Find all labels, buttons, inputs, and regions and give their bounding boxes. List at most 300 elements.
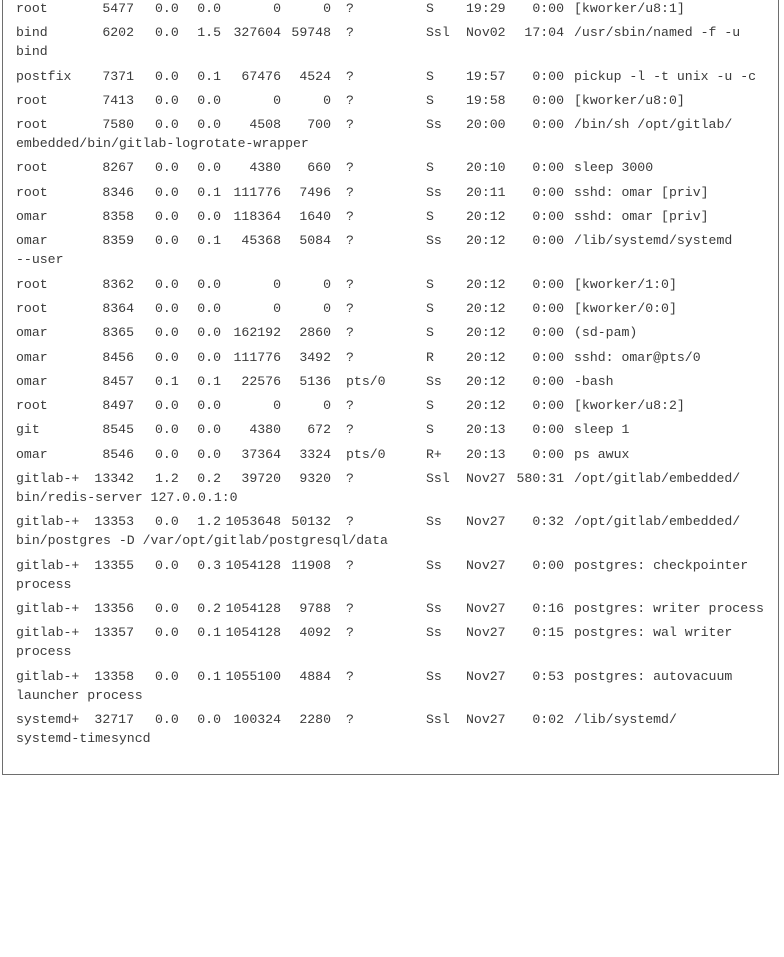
user-cell: gitlab-+	[16, 600, 80, 616]
command-cell: postgres: writer process	[574, 600, 764, 616]
command-cell: [kworker/0:0]	[574, 300, 677, 316]
process-line	[3, 323, 778, 342]
user-cell: root	[16, 160, 48, 176]
cpu-cell: 0.0	[155, 422, 179, 438]
cpu-cell: 0.0	[155, 514, 179, 530]
rss-cell: 3492	[299, 349, 331, 365]
process-line	[3, 91, 778, 110]
start-cell: 19:57	[466, 68, 506, 84]
process-line	[3, 469, 778, 488]
pid-cell: 8497	[102, 398, 134, 414]
vsz-cell: 4508	[249, 117, 281, 133]
start-cell: 20:12	[466, 209, 506, 225]
command-continuation-line	[3, 575, 778, 594]
stat-cell: S	[426, 276, 434, 292]
user-cell: gitlab-+	[16, 668, 80, 684]
mem-cell: 0.0	[197, 160, 221, 176]
process-line	[3, 556, 778, 575]
process-line	[3, 207, 778, 226]
user-cell: omar	[16, 325, 48, 341]
vsz-cell: 37364	[241, 446, 281, 462]
process-line	[3, 445, 778, 464]
command-continuation-line	[3, 686, 778, 705]
pid-cell: 7413	[102, 92, 134, 108]
user-cell: git	[16, 422, 40, 438]
pid-cell: 8545	[102, 422, 134, 438]
stat-cell: S	[426, 92, 434, 108]
vsz-cell: 45368	[241, 233, 281, 249]
cpu-cell: 0.0	[155, 25, 179, 41]
command-cell: /usr/sbin/named -f -u	[574, 25, 741, 41]
vsz-cell: 1054128	[225, 625, 281, 641]
command-continuation: --user	[16, 252, 64, 268]
stat-cell: R	[426, 349, 434, 365]
tty-cell: ?	[346, 349, 354, 365]
pid-cell: 5477	[102, 1, 134, 16]
process-row	[3, 372, 778, 391]
rss-cell: 2280	[299, 711, 331, 727]
rss-cell: 59748	[291, 25, 331, 41]
pid-cell: 8365	[102, 325, 134, 341]
process-line	[3, 667, 778, 686]
command-cell: [kworker/u8:1]	[574, 1, 685, 16]
stat-cell: S	[426, 68, 434, 84]
time-cell: 0:00	[532, 209, 564, 225]
cpu-cell: 0.0	[155, 325, 179, 341]
cpu-cell: 0.0	[155, 398, 179, 414]
start-cell: 20:12	[466, 373, 506, 389]
tty-cell: ?	[346, 471, 354, 487]
mem-cell: 0.0	[197, 422, 221, 438]
cpu-cell: 0.0	[155, 625, 179, 641]
start-cell: Nov27	[466, 668, 506, 684]
rss-cell: 660	[307, 160, 331, 176]
process-row	[3, 183, 778, 202]
pid-cell: 7580	[102, 117, 134, 133]
tty-cell: ?	[346, 668, 354, 684]
pid-cell: 13342	[94, 471, 134, 487]
tty-cell: ?	[346, 92, 354, 108]
mem-cell: 0.1	[197, 625, 221, 641]
mem-cell: 0.1	[197, 68, 221, 84]
start-cell: 20:13	[466, 446, 506, 462]
vsz-cell: 162192	[233, 325, 281, 341]
stat-cell: S	[426, 300, 434, 316]
start-cell: 20:00	[466, 117, 506, 133]
user-cell: omar	[16, 349, 48, 365]
tty-cell: ?	[346, 711, 354, 727]
stat-cell: S	[426, 325, 434, 341]
process-row	[3, 623, 778, 661]
mem-cell: 1.2	[197, 514, 221, 530]
time-cell: 0:53	[532, 668, 564, 684]
mem-cell: 0.0	[197, 300, 221, 316]
command-cell: [kworker/1:0]	[574, 276, 677, 292]
command-cell: sshd: omar [priv]	[574, 209, 709, 225]
mem-cell: 0.2	[197, 600, 221, 616]
command-continuation: systemd-timesyncd	[16, 730, 151, 746]
tty-cell: ?	[346, 276, 354, 292]
command-cell: sshd: omar [priv]	[574, 184, 709, 200]
mem-cell: 0.0	[197, 1, 221, 16]
start-cell: Nov27	[466, 557, 506, 573]
command-continuation: bind	[16, 44, 48, 60]
stat-cell: Ss	[426, 600, 442, 616]
vsz-cell: 67476	[241, 68, 281, 84]
rss-cell: 11908	[291, 557, 331, 573]
stat-cell: Ss	[426, 668, 442, 684]
user-cell: root	[16, 398, 48, 414]
time-cell: 0:15	[532, 625, 564, 641]
process-row	[3, 420, 778, 439]
cpu-cell: 0.0	[155, 68, 179, 84]
tty-cell: pts/0	[346, 446, 386, 462]
process-row	[3, 299, 778, 318]
start-cell: 20:12	[466, 325, 506, 341]
time-cell: 0:00	[532, 300, 564, 316]
vsz-cell: 1054128	[225, 557, 281, 573]
user-cell: systemd+	[16, 711, 80, 727]
command-cell: /lib/systemd/	[574, 711, 677, 727]
tty-cell: ?	[346, 325, 354, 341]
process-row	[3, 556, 778, 594]
user-cell: bind	[16, 25, 48, 41]
tty-cell: ?	[346, 1, 354, 16]
process-line	[3, 275, 778, 294]
mem-cell: 0.0	[197, 117, 221, 133]
vsz-cell: 111776	[233, 184, 281, 200]
time-cell: 0:02	[532, 711, 564, 727]
process-line	[3, 231, 778, 250]
cpu-cell: 0.0	[155, 557, 179, 573]
user-cell: root	[16, 92, 48, 108]
pid-cell: 13355	[94, 557, 134, 573]
pid-cell: 8358	[102, 209, 134, 225]
pid-cell: 8359	[102, 233, 134, 249]
pid-cell: 7371	[102, 68, 134, 84]
user-cell: root	[16, 1, 48, 16]
command-cell: sleep 3000	[574, 160, 654, 176]
cpu-cell: 0.0	[155, 446, 179, 462]
cpu-cell: 1.2	[155, 471, 179, 487]
command-cell: /bin/sh /opt/gitlab/	[574, 117, 733, 133]
start-cell: Nov27	[466, 600, 506, 616]
rss-cell: 4092	[299, 625, 331, 641]
command-cell: sshd: omar@pts/0	[574, 349, 701, 365]
user-cell: root	[16, 184, 48, 200]
cpu-cell: 0.0	[155, 209, 179, 225]
time-cell: 0:32	[532, 514, 564, 530]
start-cell: 20:12	[466, 233, 506, 249]
start-cell: 20:12	[466, 300, 506, 316]
mem-cell: 0.3	[197, 557, 221, 573]
mem-cell: 0.0	[197, 398, 221, 414]
mem-cell: 0.1	[197, 233, 221, 249]
vsz-cell: 4380	[249, 160, 281, 176]
process-line	[3, 710, 778, 729]
rss-cell: 0	[323, 276, 331, 292]
vsz-cell: 0	[273, 1, 281, 16]
process-row	[3, 469, 778, 507]
process-line	[3, 115, 778, 134]
command-cell: -bash	[574, 373, 614, 389]
stat-cell: S	[426, 422, 434, 438]
process-line	[3, 396, 778, 415]
cpu-cell: 0.0	[155, 276, 179, 292]
command-cell: ps awux	[574, 446, 630, 462]
tty-cell: pts/0	[346, 373, 386, 389]
mem-cell: 0.0	[197, 92, 221, 108]
process-line	[3, 623, 778, 642]
time-cell: 0:00	[532, 117, 564, 133]
vsz-cell: 1053648	[225, 514, 281, 530]
process-row	[3, 512, 778, 550]
time-cell: 0:00	[532, 446, 564, 462]
tty-cell: ?	[346, 68, 354, 84]
pid-cell: 8267	[102, 160, 134, 176]
vsz-cell: 39720	[241, 471, 281, 487]
vsz-cell: 327604	[233, 25, 281, 41]
command-cell: postgres: wal writer	[574, 625, 733, 641]
cpu-cell: 0.0	[155, 300, 179, 316]
process-list	[3, 0, 778, 753]
command-cell: [kworker/u8:2]	[574, 398, 685, 414]
pid-cell: 8346	[102, 184, 134, 200]
command-cell: sleep 1	[574, 422, 630, 438]
tty-cell: ?	[346, 117, 354, 133]
rss-cell: 7496	[299, 184, 331, 200]
pid-cell: 8456	[102, 349, 134, 365]
stat-cell: S	[426, 1, 434, 16]
command-cell: postgres: autovacuum	[574, 668, 733, 684]
process-row	[3, 710, 778, 748]
time-cell: 0:00	[532, 373, 564, 389]
time-cell: 0:00	[532, 325, 564, 341]
command-continuation-line	[3, 531, 778, 550]
mem-cell: 0.0	[197, 325, 221, 341]
stat-cell: Ss	[426, 514, 442, 530]
start-cell: 20:12	[466, 398, 506, 414]
rss-cell: 0	[323, 398, 331, 414]
stat-cell: Ss	[426, 373, 442, 389]
time-cell: 0:00	[532, 557, 564, 573]
tty-cell: ?	[346, 398, 354, 414]
tty-cell: ?	[346, 625, 354, 641]
tty-cell: ?	[346, 184, 354, 200]
vsz-cell: 118364	[233, 209, 281, 225]
mem-cell: 0.1	[197, 184, 221, 200]
tty-cell: ?	[346, 209, 354, 225]
pid-cell: 8362	[102, 276, 134, 292]
user-cell: postfix	[16, 68, 72, 84]
process-row	[3, 396, 778, 415]
vsz-cell: 1054128	[225, 600, 281, 616]
user-cell: root	[16, 300, 48, 316]
pid-cell: 8457	[102, 373, 134, 389]
process-row	[3, 67, 778, 86]
cpu-cell: 0.1	[155, 373, 179, 389]
time-cell: 0:16	[532, 600, 564, 616]
start-cell: 20:13	[466, 422, 506, 438]
process-row	[3, 323, 778, 342]
command-continuation-line	[3, 250, 778, 269]
process-line	[3, 158, 778, 177]
start-cell: 20:10	[466, 160, 506, 176]
process-row	[3, 231, 778, 269]
command-cell: /lib/systemd/systemd	[574, 233, 733, 249]
process-line	[3, 348, 778, 367]
rss-cell: 5136	[299, 373, 331, 389]
stat-cell: Ss	[426, 117, 442, 133]
mem-cell: 0.0	[197, 209, 221, 225]
process-line	[3, 420, 778, 439]
stat-cell: Ssl	[426, 711, 450, 727]
stat-cell: Ss	[426, 184, 442, 200]
command-continuation-line	[3, 42, 778, 61]
rss-cell: 9320	[299, 471, 331, 487]
vsz-cell: 100324	[233, 711, 281, 727]
process-row	[3, 158, 778, 177]
start-cell: 19:58	[466, 92, 506, 108]
command-continuation: process	[16, 576, 72, 592]
cpu-cell: 0.0	[155, 668, 179, 684]
time-cell: 0:00	[532, 422, 564, 438]
start-cell: Nov27	[466, 514, 506, 530]
time-cell: 0:00	[532, 398, 564, 414]
cpu-cell: 0.0	[155, 1, 179, 16]
rss-cell: 0	[323, 1, 331, 16]
vsz-cell: 0	[273, 300, 281, 316]
user-cell: gitlab-+	[16, 471, 80, 487]
start-cell: 20:12	[466, 276, 506, 292]
process-line	[3, 0, 778, 18]
vsz-cell: 22576	[241, 373, 281, 389]
vsz-cell: 0	[273, 92, 281, 108]
cpu-cell: 0.0	[155, 184, 179, 200]
start-cell: Nov27	[466, 471, 506, 487]
rss-cell: 1640	[299, 209, 331, 225]
process-row	[3, 275, 778, 294]
process-line	[3, 299, 778, 318]
tty-cell: ?	[346, 160, 354, 176]
cpu-cell: 0.0	[155, 233, 179, 249]
mem-cell: 0.1	[197, 373, 221, 389]
command-continuation: launcher process	[16, 687, 143, 703]
start-cell: 20:11	[466, 184, 506, 200]
time-cell: 0:00	[532, 1, 564, 16]
command-cell: /opt/gitlab/embedded/	[574, 471, 741, 487]
vsz-cell: 0	[273, 276, 281, 292]
user-cell: gitlab-+	[16, 625, 80, 641]
command-continuation-line	[3, 134, 778, 153]
cpu-cell: 0.0	[155, 349, 179, 365]
pid-cell: 32717	[94, 711, 134, 727]
terminal-output-panel	[2, 0, 779, 775]
process-row	[3, 23, 778, 61]
stat-cell: Ss	[426, 233, 442, 249]
command-continuation: bin/postgres -D /var/opt/gitlab/postgresql/data	[16, 533, 388, 549]
stat-cell: Ssl	[426, 471, 450, 487]
rss-cell: 50132	[291, 514, 331, 530]
rss-cell: 0	[323, 300, 331, 316]
start-cell: 20:12	[466, 349, 506, 365]
command-continuation-line	[3, 729, 778, 748]
command-continuation-line	[3, 488, 778, 507]
process-line	[3, 512, 778, 531]
cpu-cell: 0.0	[155, 92, 179, 108]
process-line	[3, 599, 778, 618]
process-line	[3, 67, 778, 86]
user-cell: gitlab-+	[16, 514, 80, 530]
pid-cell: 13356	[94, 600, 134, 616]
tty-cell: ?	[346, 25, 354, 41]
stat-cell: Ss	[426, 625, 442, 641]
process-row	[3, 0, 778, 18]
command-continuation-line	[3, 642, 778, 661]
process-row	[3, 91, 778, 110]
stat-cell: S	[426, 209, 434, 225]
time-cell: 0:00	[532, 184, 564, 200]
tty-cell: ?	[346, 557, 354, 573]
vsz-cell: 1055100	[225, 668, 281, 684]
stat-cell: R+	[426, 446, 442, 462]
user-cell: omar	[16, 373, 48, 389]
start-cell: Nov27	[466, 711, 506, 727]
mem-cell: 0.0	[197, 349, 221, 365]
process-row	[3, 115, 778, 153]
time-cell: 0:00	[532, 160, 564, 176]
mem-cell: 0.0	[197, 446, 221, 462]
time-cell: 0:00	[532, 233, 564, 249]
user-cell: root	[16, 276, 48, 292]
cpu-cell: 0.0	[155, 711, 179, 727]
stat-cell: Ss	[426, 557, 442, 573]
time-cell: 580:31	[516, 471, 564, 487]
mem-cell: 1.5	[197, 25, 221, 41]
process-row	[3, 599, 778, 618]
rss-cell: 3324	[299, 446, 331, 462]
command-continuation: process	[16, 644, 72, 660]
user-cell: omar	[16, 446, 48, 462]
start-cell: 19:29	[466, 1, 506, 16]
user-cell: root	[16, 117, 48, 133]
process-row	[3, 348, 778, 367]
user-cell: omar	[16, 233, 48, 249]
time-cell: 0:00	[532, 276, 564, 292]
rss-cell: 2860	[299, 325, 331, 341]
cpu-cell: 0.0	[155, 117, 179, 133]
rss-cell: 700	[307, 117, 331, 133]
tty-cell: ?	[346, 422, 354, 438]
vsz-cell: 0	[273, 398, 281, 414]
start-cell: Nov27	[466, 625, 506, 641]
tty-cell: ?	[346, 300, 354, 316]
command-continuation: bin/redis-server 127.0.0.1:0	[16, 490, 238, 506]
command-cell: [kworker/u8:0]	[574, 92, 685, 108]
pid-cell: 8546	[102, 446, 134, 462]
process-row	[3, 445, 778, 464]
mem-cell: 0.2	[197, 471, 221, 487]
pid-cell: 13353	[94, 514, 134, 530]
stat-cell: S	[426, 160, 434, 176]
process-line	[3, 23, 778, 42]
time-cell: 0:00	[532, 68, 564, 84]
vsz-cell: 111776	[233, 349, 281, 365]
time-cell: 0:00	[532, 92, 564, 108]
process-line	[3, 372, 778, 391]
pid-cell: 13357	[94, 625, 134, 641]
start-cell: Nov02	[466, 25, 506, 41]
